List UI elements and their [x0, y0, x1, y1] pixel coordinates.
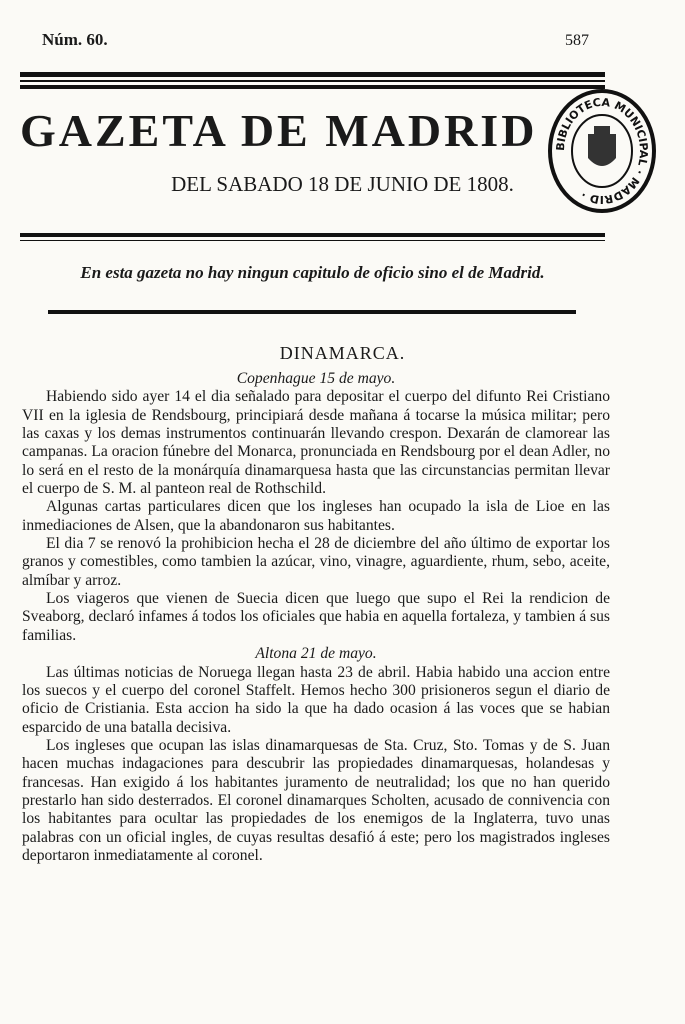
masthead-title: GAZETA DE MADRID: [20, 105, 538, 156]
library-stamp: [544, 86, 660, 216]
issue-number: Núm. 60.: [42, 30, 108, 49]
article-body: [22, 370, 610, 865]
masthead-rule-thin: [20, 240, 605, 241]
article-paragraph: Algunas cartas particulares dicen que los ingleses han ocupado la isla de Lioe en las inmediaciones de Alsen, que la abandonaron sus habitantes.: [22, 498, 610, 534]
article-paragraph: Los ingleses que ocupan las islas dinamarquesas de Sta. Cruz, Sto. Tomas y de S. Juan hacen muchas indagaciones para descubrir las propiedades dinamarquesas, holandesas y francesas. Han exigido á los habitantes juramento de neutralidad; los que no han querido prestarlo han sido desterrados. El coronel dinamarques Scholten, acusado de connivencia con los habitantes para ocultar las propiedades de los enemigos de la Inglaterra, tuvo unas palabras con un oficial ingles, de cuyas resultas desafió á este; pero los magistrados ingleses deportaron inmediatamente al coronel.: [22, 736, 610, 864]
top-rule-thick: [20, 72, 605, 77]
page-number: 587: [565, 32, 589, 49]
official-notice: En esta gazeta no hay ningun capitulo de oficio sino el de Madrid.: [80, 263, 545, 282]
notice-rule: [48, 310, 576, 314]
article-paragraph: El dia 7 se renovó la prohibicion hecha el 28 de diciembre del año último de exportar los granos y comestibles, como tambien la azúcar, vino, vinagre, aguardiente, rhum, sebo, aceite, almíbar y arroz.: [22, 535, 610, 589]
coat-of-arms-icon: [588, 126, 616, 166]
article-paragraph: Habiendo sido ayer 14 el dia señalado para depositar el cuerpo del difunto Rei Cristiano VII en la iglesia de Rendsbourg, principiará desde mañana á tocarse la música militar; pero las caxas y los demas instrumentos continuarán llevando crespon. Dexarán de clamorear las campanas. La oracion fúnebre del Monarca, pronunciada en Rendsbourg por el dean Adler, no lo será en el resto de la monárquía dinamarquesa hasta que las circunstancias permitan llevar el cuerpo de S. M. al panteon real de Rothschild.: [22, 388, 610, 498]
article-paragraph: Las últimas noticias de Noruega llegan hasta 23 de abril. Habia habido una accion entre los suecos y el cuerpo del coronel Staffelt. Hemos hecho 300 prisioneros segun el diario de oficio de Cristiania. Esta accion ha sido la que ha dado ocasion á las voces que se habian esparcido de una batalla decisiva.: [22, 663, 610, 736]
issue-date: DEL SABADO 18 DE JUNIO DE 1808.: [171, 172, 514, 196]
stamp-text: BIBLIOTECA MUNICIPAL · MADRID ·: [553, 95, 651, 207]
top-rule-thin: [20, 80, 605, 82]
article-dateline: Copenhague 15 de mayo.: [236, 370, 396, 387]
section-title: DINAMARCA.: [279, 343, 406, 363]
top-rule-thick-2: [20, 85, 605, 89]
article-dateline: Altona 21 de mayo.: [255, 645, 377, 663]
article-paragraph: Los viageros que vienen de Suecia dicen que luego que supo el Rei la rendicion de Sveaborg, declaró infames á todos los oficiales que habia en aquella fortaleza, y tambien á sus familias.: [22, 590, 610, 644]
masthead-rule-thick: [20, 233, 605, 237]
